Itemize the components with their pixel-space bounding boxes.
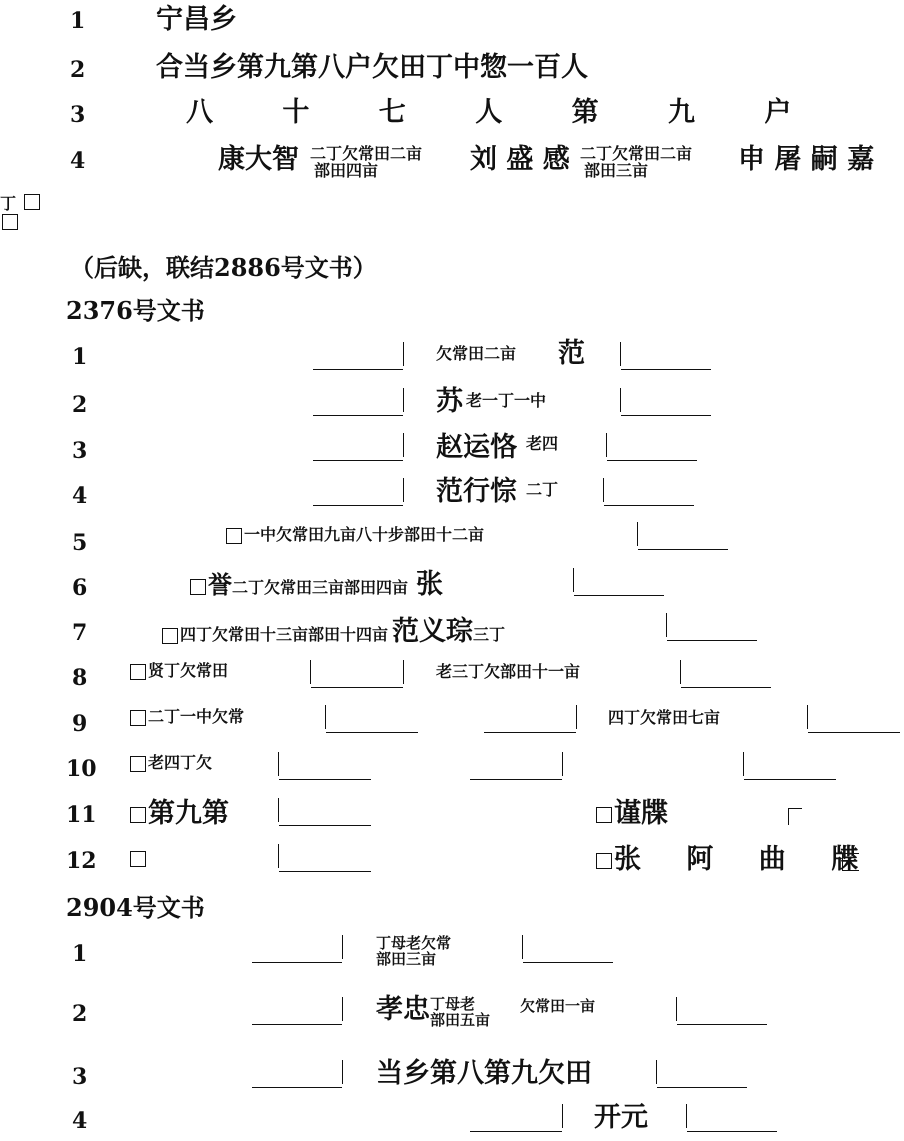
lacuna (743, 752, 836, 776)
line-text: 欠常田一亩 (520, 997, 596, 1015)
lacuna (313, 388, 404, 412)
line-number: 10 (66, 756, 97, 782)
lacuna (470, 1104, 563, 1128)
line-text: 老一丁一中 (466, 391, 547, 410)
missing-char-box (130, 807, 146, 823)
line-text: 范行悰 (436, 476, 517, 507)
lacuna (310, 660, 404, 684)
line-number: 9 (72, 711, 88, 737)
line-text: 老四 (526, 434, 559, 453)
lacuna (680, 660, 771, 684)
line-text: 孝忠 (376, 994, 430, 1025)
line-number: 1 (72, 344, 88, 370)
line-text: 誉二丁欠常田三亩部田四亩 张 (190, 571, 443, 598)
annotation: 二丁欠常田二亩 部田三亩 (580, 144, 693, 180)
lacuna (278, 844, 371, 868)
lacuna (313, 433, 404, 457)
line-text: 赵运恪 (436, 432, 517, 463)
lacuna (620, 342, 711, 366)
line-number: 1 (70, 8, 86, 34)
line-number: 1 (72, 941, 88, 967)
line-number: 12 (66, 848, 97, 874)
line-text: 开元 (594, 1102, 648, 1133)
line-text: 苏 (436, 386, 463, 417)
note: （后缺，联结2886号文书） (70, 253, 377, 282)
lacuna (666, 613, 757, 637)
margin-fragment: 丁 (0, 194, 17, 213)
doc-heading: 2376号文书 (66, 296, 205, 325)
lacuna (252, 997, 343, 1021)
line-text: 老四丁欠 (130, 755, 212, 772)
missing-char-box (596, 853, 612, 869)
line-text: 八 十 七 人 第 九 户 (186, 97, 822, 128)
line-text: 范 (558, 338, 585, 369)
line-text: 老三丁欠部田十一亩 (436, 662, 581, 681)
lacuna (470, 752, 563, 776)
lacuna (637, 522, 728, 546)
line-text: 第九第 (130, 800, 229, 827)
bracket-mark (788, 808, 802, 825)
line-number: 2 (70, 57, 86, 83)
lacuna (620, 388, 711, 412)
line-number: 8 (72, 665, 88, 691)
line-number: 7 (72, 620, 88, 646)
annotation: 二丁欠常田二亩 部田四亩 (310, 144, 423, 180)
lacuna (484, 705, 577, 729)
line-number: 11 (66, 802, 97, 828)
line-text: 欠常田二亩 (436, 344, 517, 363)
line-text: 谨牒 (596, 800, 668, 827)
line-number: 4 (70, 148, 86, 174)
line-number: 3 (70, 102, 86, 128)
line-number: 3 (72, 438, 88, 464)
line-number: 6 (72, 575, 88, 601)
person-name: 刘 盛 感 (470, 144, 570, 175)
lacuna (252, 935, 343, 959)
lacuna (522, 935, 613, 959)
lacuna (278, 752, 371, 776)
line-number: 4 (72, 1108, 88, 1134)
lacuna (313, 478, 404, 502)
line-number: 2 (72, 1001, 88, 1027)
lacuna (278, 798, 371, 822)
lacuna (573, 568, 664, 592)
doc-heading: 2904号文书 (66, 893, 205, 922)
line-number: 2 (72, 392, 88, 418)
person-name: 申 屠 嗣 嘉 (738, 144, 875, 175)
missing-char-box (162, 628, 178, 644)
line-number: 4 (72, 483, 88, 509)
missing-char-box (190, 579, 206, 595)
lacuna (252, 1060, 343, 1084)
lacuna (606, 433, 697, 457)
missing-char-box (130, 756, 146, 772)
line-text: 四丁欠常田十三亩部田十四亩 范义琮三丁 (162, 618, 505, 645)
line-text: 合当乡第九第八户欠田丁中惣一百人 (156, 52, 588, 83)
line-text: 一中欠常田九亩八十步部田十二亩 (226, 527, 484, 544)
line-number: 5 (72, 530, 88, 556)
lacuna (603, 478, 694, 502)
line-text: 二丁一中欠常 (130, 709, 244, 726)
line-text: 贤丁欠常田 (130, 663, 228, 680)
bracket-mark (842, 853, 859, 871)
lacuna (313, 342, 404, 366)
line-text: 当乡第八第九欠田 (376, 1058, 592, 1089)
lacuna (676, 997, 767, 1021)
lacuna (807, 705, 900, 729)
line-text: 宁昌乡 (156, 4, 237, 35)
lacuna (325, 705, 418, 729)
lacuna (656, 1060, 747, 1084)
annotation: 丁母老欠常 部田三亩 (376, 934, 452, 968)
missing-char-box (596, 807, 612, 823)
missing-char-box (130, 710, 146, 726)
missing-char-box (2, 214, 18, 230)
lacuna (686, 1104, 777, 1128)
line-text: 四丁欠常田七亩 (608, 708, 721, 727)
line-text: 二丁 (526, 480, 559, 499)
person-name: 康大智 (218, 144, 299, 175)
missing-char-box (130, 664, 146, 680)
line-text: 张 阿 曲 牒 (596, 846, 876, 873)
missing-char-box (130, 851, 146, 867)
missing-char-box (24, 194, 40, 210)
annotation: 丁母老 部田五亩 (430, 995, 491, 1029)
line-number: 3 (72, 1064, 88, 1090)
missing-char-box (226, 528, 242, 544)
